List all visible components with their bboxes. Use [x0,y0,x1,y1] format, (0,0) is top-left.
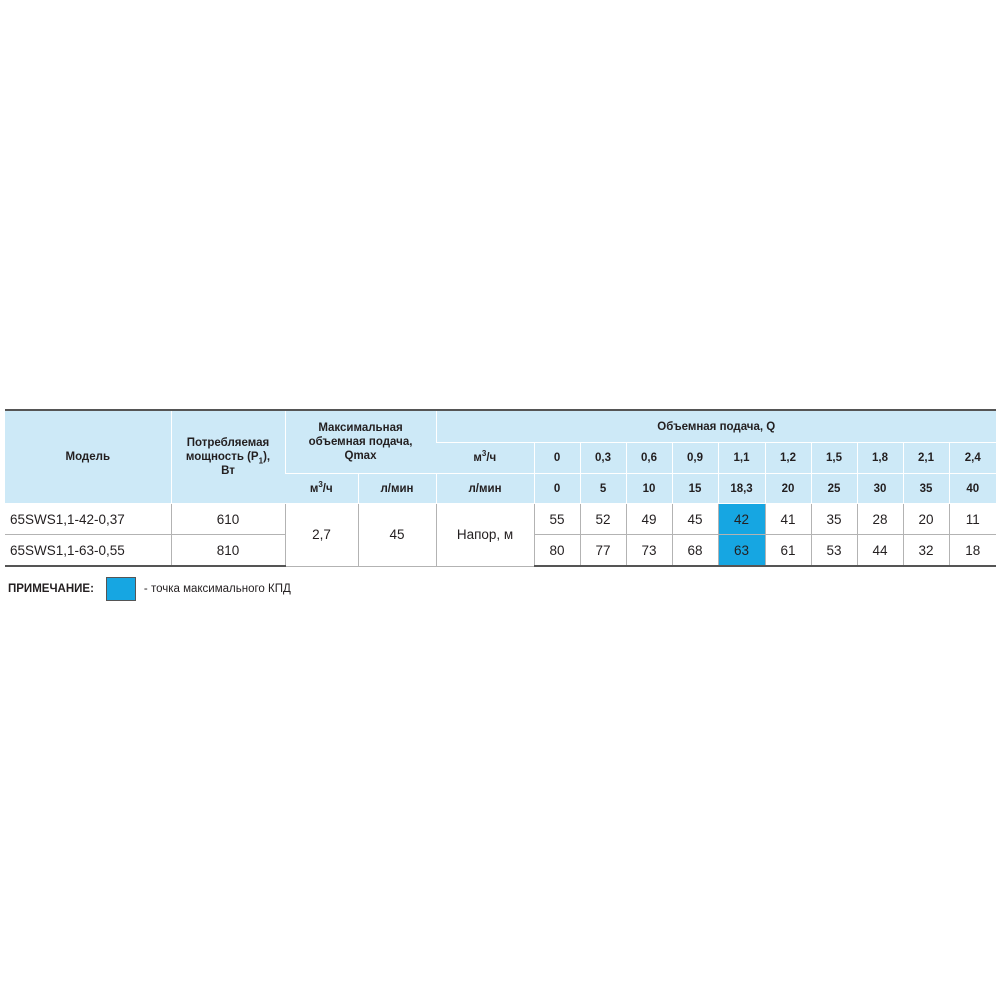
power-cell: 810 [171,535,285,567]
header-flow-m3h-value: 1,8 [857,443,903,474]
note-label: ПРИМЕЧАНИЕ: [8,583,94,595]
header-unit-lmin: л/мин [436,474,534,504]
header-flow-lmin-value: 5 [580,474,626,504]
header-flow-lmin-value: 30 [857,474,903,504]
header-flow-lmin-value: 25 [811,474,857,504]
highlight-swatch [106,577,136,601]
model-cell: 65SWS1,1-42-0,37 [5,504,171,535]
head-value-cell: 35 [811,504,857,535]
head-value-cell: 53 [811,535,857,567]
header-unit-m3h: $м^3/ч$ [436,443,534,474]
head-value-cell: 61 [765,535,811,567]
header-flow-m3h-value: 2,1 [903,443,949,474]
header-flow-lmin-value: 35 [903,474,949,504]
table-header [5,410,996,504]
header-qmax: Максимальная объемная подача, Qmax [285,410,436,474]
head-value-cell: 45 [672,504,718,535]
note-text: - точка максимального КПД [143,583,291,595]
header-flow-m3h-value: 1,5 [811,443,857,474]
header-flow-lmin-value: 40 [949,474,996,504]
head-value-cell: 44 [857,535,903,567]
power-cell: 610 [171,504,285,535]
head-value-cell: 52 [580,504,626,535]
header-flow-lmin-value: 15 [672,474,718,504]
pump-spec-table [5,409,996,567]
head-label-cell: Напор, м [436,504,534,567]
header-flow-lmin-value: 20 [765,474,811,504]
head-value-cell: 32 [903,535,949,567]
head-value-cell: 41 [765,504,811,535]
table-row [5,504,996,535]
table-body [5,504,996,567]
header-flow-title: Объемная подача, Q [436,410,996,443]
model-cell: 65SWS1,1-63-0,55 [5,535,171,567]
qmax-m3h-cell: 2,7 [285,504,358,567]
header-flow-m3h-value: 0,9 [672,443,718,474]
header-flow-m3h-value: 1,1 [718,443,765,474]
header-model: Модель [5,410,171,504]
head-value-cell: 63 [718,535,765,567]
qmax-lmin-cell: 45 [358,504,436,567]
head-value-cell: 77 [580,535,626,567]
head-value-cell: 68 [672,535,718,567]
header-flow-lmin-value: 10 [626,474,672,504]
header-flow-m3h-value: 0 [534,443,580,474]
head-value-cell: 80 [534,535,580,567]
header-flow-m3h-value: 1,2 [765,443,811,474]
header-power: Потребляемая мощность $(P_1)$, Вт [171,410,285,504]
legend-note [8,577,291,601]
head-value-cell: 11 [949,504,996,535]
header-flow-m3h-value: 0,6 [626,443,672,474]
head-value-cell: 42 [718,504,765,535]
head-value-cell: 20 [903,504,949,535]
header-flow-m3h-value: 2,4 [949,443,996,474]
head-value-cell: 73 [626,535,672,567]
header-flow-m3h-value: 0,3 [580,443,626,474]
head-value-cell: 18 [949,535,996,567]
head-value-cell: 28 [857,504,903,535]
head-value-cell: 49 [626,504,672,535]
header-qmax-unit-m3h: $м^3/ч$ [285,474,358,504]
header-flow-lmin-value: 18,3 [718,474,765,504]
head-value-cell: 55 [534,504,580,535]
header-qmax-unit-lmin: л/мин [358,474,436,504]
header-flow-lmin-value: 0 [534,474,580,504]
